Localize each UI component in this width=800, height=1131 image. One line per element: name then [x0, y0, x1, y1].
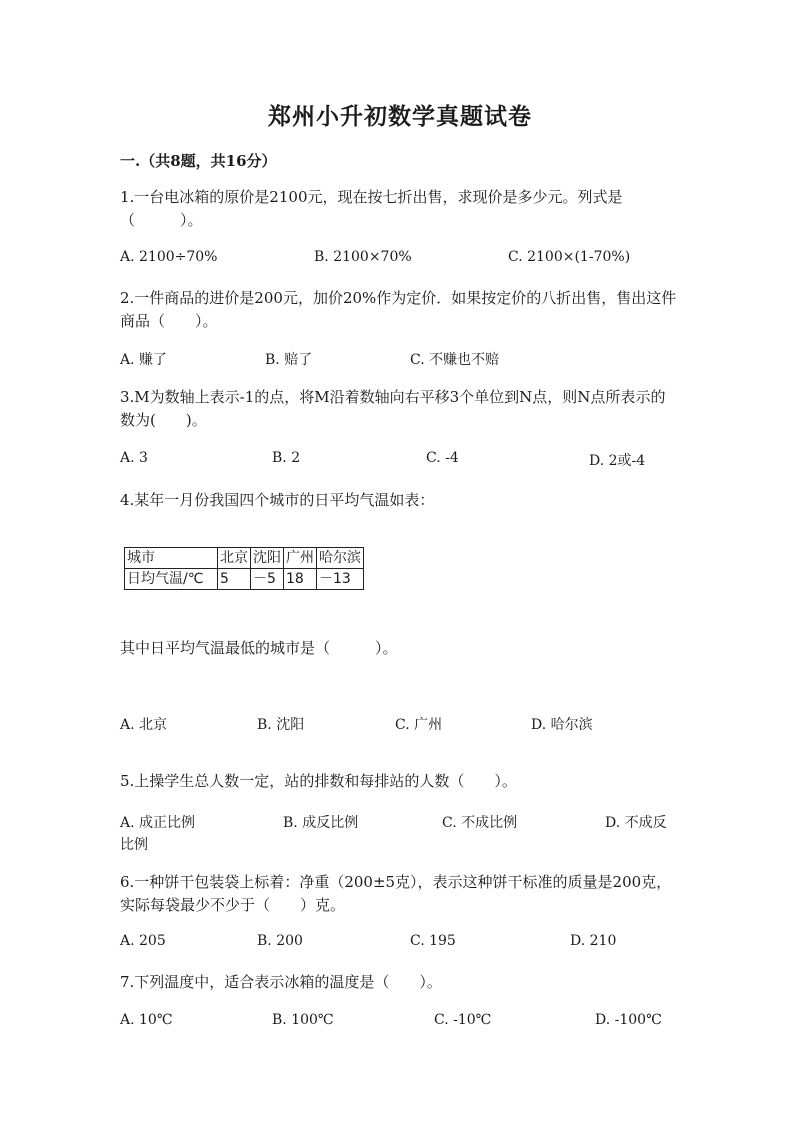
table-cell: －5	[251, 569, 284, 590]
option-a[interactable]: A. 205	[120, 933, 166, 949]
option-d[interactable]: D. 210	[570, 933, 617, 949]
option-b[interactable]: B. 成反比例	[283, 815, 359, 831]
table-header-cell: 沈阳	[251, 548, 284, 569]
option-c[interactable]: C. -10℃	[434, 1012, 492, 1028]
question-3-options	[120, 450, 680, 474]
question-5-stem: 5.上操学生总人数一定，站的排数和每排站的人数（ ）。	[120, 772, 517, 790]
question-4-followup: 其中日平均气温最低的城市是（ ）。	[120, 639, 398, 657]
table-cell: 18	[284, 569, 317, 590]
page-title: 郑州小升初数学真题试卷	[268, 103, 532, 130]
table-header-row	[125, 548, 364, 569]
table-header-cell: 哈尔滨	[317, 548, 364, 569]
option-a[interactable]: A. 2100÷70%	[120, 249, 218, 265]
option-a[interactable]: A. 赚了	[120, 352, 168, 368]
option-d[interactable]: D. 哈尔滨	[531, 717, 593, 733]
option-d[interactable]: D. 不成反比例	[120, 815, 667, 853]
option-d[interactable]: D. -100℃	[595, 1012, 662, 1028]
option-c[interactable]: C. -4	[426, 450, 459, 466]
option-b[interactable]: B. 100℃	[272, 1012, 334, 1028]
option-b[interactable]: B. 赔了	[265, 352, 313, 368]
option-b[interactable]: B. 200	[257, 933, 303, 949]
option-a[interactable]: A. 北京	[120, 717, 168, 733]
question-1-stem: 1.一台电冰箱的原价是2100元，现在按七折出售，求现价是多少元。列式是（ ）。	[120, 188, 623, 229]
option-a[interactable]: A. 3	[120, 450, 148, 466]
option-c[interactable]: C. 不赚也不赔	[410, 352, 500, 368]
question-5-options	[120, 812, 680, 858]
option-a[interactable]: A. 成正比例	[120, 815, 196, 831]
table-cell: －13	[317, 569, 364, 590]
question-6-stem: 6.一种饼干包装袋上标着：净重（200±5克），表示这种饼干标准的质量是200克，实际每袋最少不少于（ ）克。	[120, 873, 672, 914]
option-b[interactable]: B. 2100×70%	[314, 249, 412, 265]
table-cell: 日均气温/℃	[125, 569, 218, 590]
table-header-cell: 城市	[125, 548, 218, 569]
question-2-options	[120, 349, 680, 373]
question-1-options	[120, 249, 680, 273]
section-heading: 一.（共8题，共16分）	[120, 152, 277, 170]
temperature-table	[124, 547, 364, 590]
table-header-cell: 北京	[218, 548, 251, 569]
option-d[interactable]: D. 2或-4	[589, 453, 646, 469]
option-c[interactable]: C. 195	[410, 933, 456, 949]
question-7-stem: 7.下列温度中，适合表示冰箱的温度是（ ）。	[120, 973, 442, 991]
option-c[interactable]: C. 不成比例	[442, 815, 518, 831]
table-header-cell: 广州	[284, 548, 317, 569]
option-b[interactable]: B. 2	[272, 450, 301, 466]
option-b[interactable]: B. 沈阳	[257, 717, 305, 733]
question-4-options	[120, 714, 680, 738]
question-3-stem: 3.M为数轴上表示-1的点，将M沿着数轴向右平移3个单位到N点，则N点所表示的数为( )。	[120, 388, 666, 429]
option-a[interactable]: A. 10℃	[120, 1012, 173, 1028]
question-4-stem: 4.某年一月份我国四个城市的日平均气温如表：	[120, 491, 435, 509]
option-c[interactable]: C. 2100×(1-70%)	[508, 249, 631, 265]
table-row	[125, 569, 364, 590]
question-7-options	[120, 1012, 680, 1036]
table-cell: 5	[218, 569, 251, 590]
question-6-options	[120, 933, 680, 957]
question-2-stem: 2.一件商品的进价是200元，加价20%作为定价．如果按定价的八折出售，售出这件商品（ ）。	[120, 289, 677, 330]
option-c[interactable]: C. 广州	[395, 717, 443, 733]
